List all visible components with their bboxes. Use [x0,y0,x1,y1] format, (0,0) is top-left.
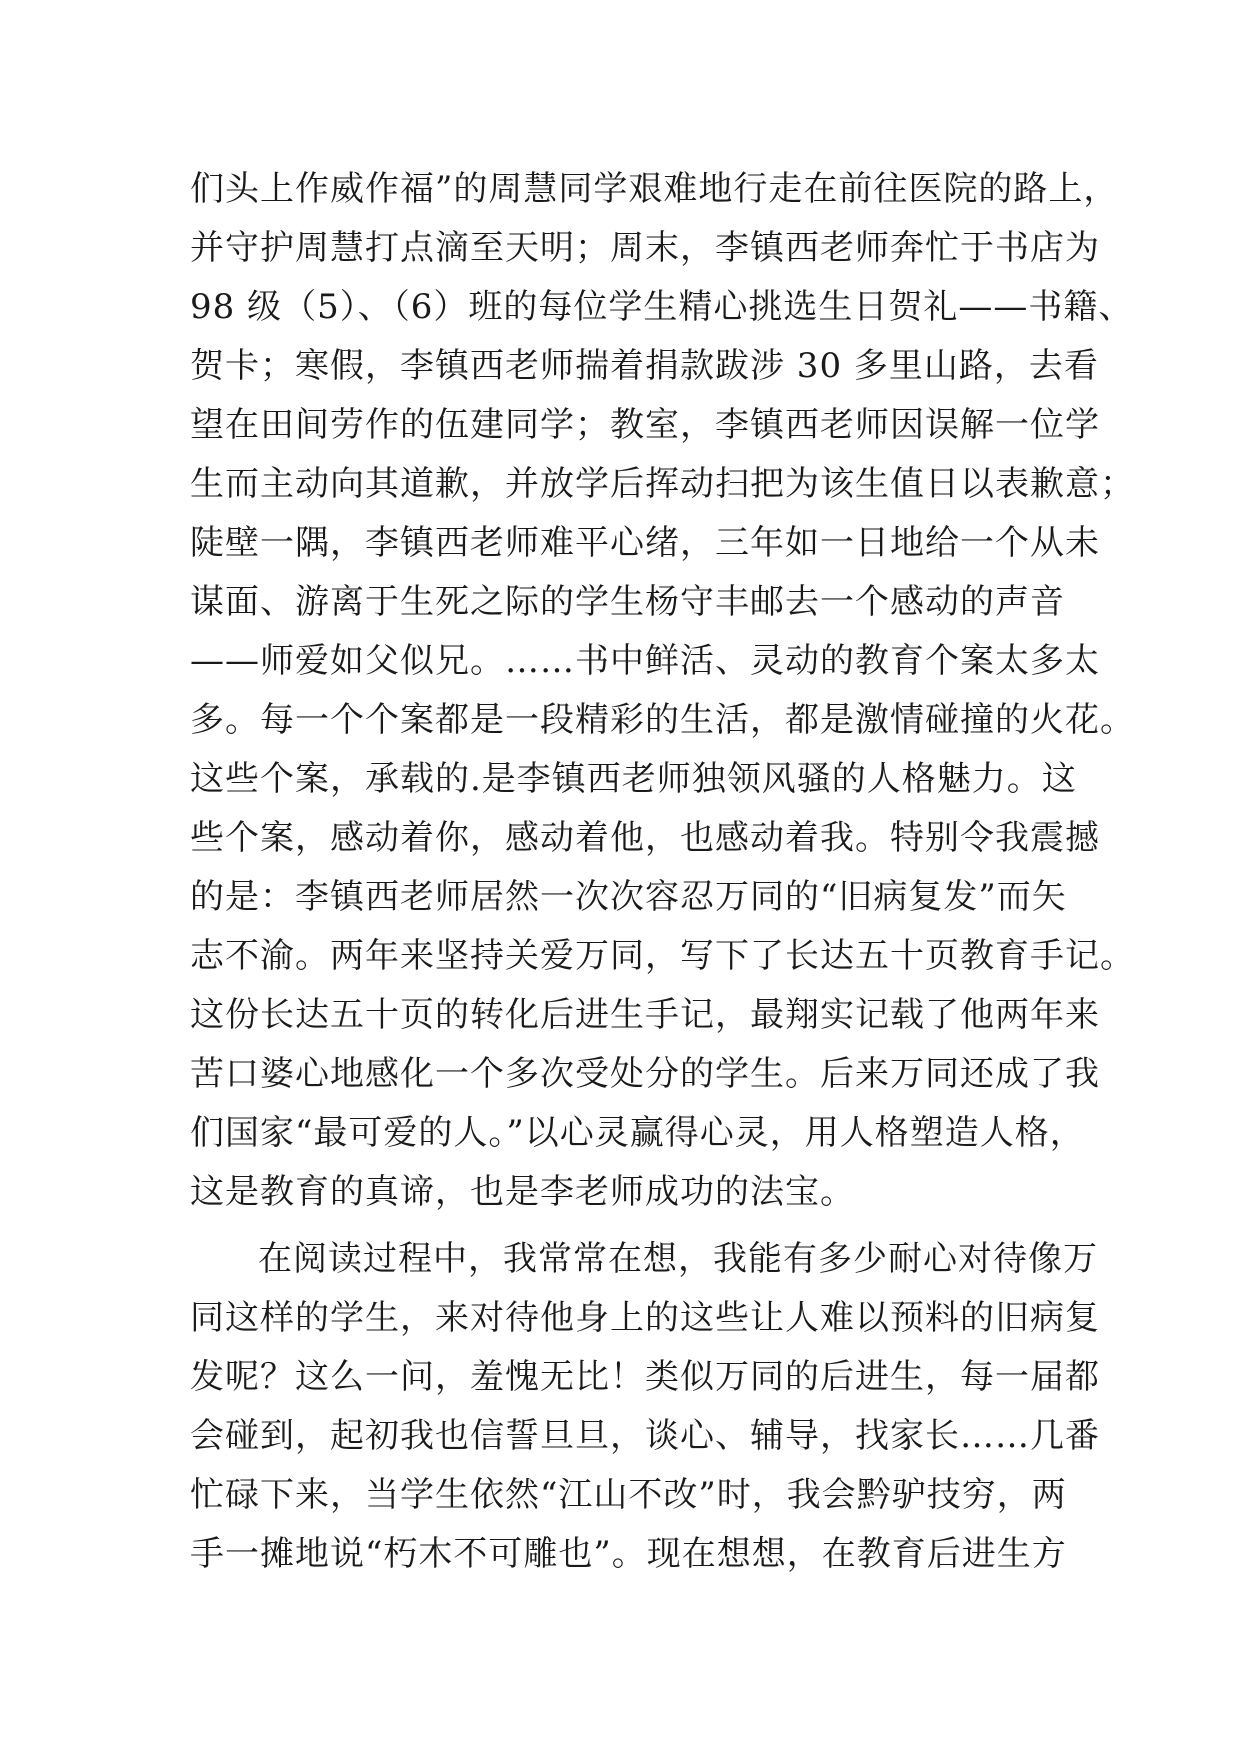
text-line: 生而主动向其道歉，并放学后挥动扫把为该生值日以表歉意； [190,464,1135,504]
body-text [190,160,1135,1584]
text-line: 这些个案，承载的.是李镇西老师独领风骚的人格魅力。这 [190,759,1077,799]
text-line: 在阅读过程中，我常常在想，我能有多少耐心对待像万 [258,1239,1098,1279]
text-line: 谋面、游离于生死之际的学生杨守丰邮去一个感动的声音 [190,582,1065,622]
text-line: 苦口婆心地感化一个多次受处分的学生。后来万同还成了我 [190,1054,1100,1094]
text-line: 望在田间劳作的伍建同学；教室，李镇西老师因误解一位学 [190,405,1100,445]
text-line: 同这样的学生，来对待他身上的这些让人难以预料的旧病复 [190,1298,1100,1338]
text-line: 并守护周慧打点滴至天明；周末，李镇西老师奔忙于书店为 [190,228,1100,268]
text-line: 们头上作威作福”的周慧同学艰难地行走在前往医院的路上， [190,169,1119,209]
text-line: 陡壁一隅，李镇西老师难平心绪，三年如一日地给一个从未 [190,523,1100,563]
text-line: 这份长达五十页的转化后进生手记，最翔实记载了他两年来 [190,995,1100,1035]
text-line: 这是教育的真谛，也是李老师成功的法宝。 [190,1172,855,1212]
text-line: 多。每一个个案都是一段精彩的生活，都是激情碰撞的火花。 [190,700,1135,740]
text-line: 些个案，感动着你，感动着他，也感动着我。特别令我震撼 [190,818,1100,858]
text-line: 98 级（5）、（6）班的每位学生精心挑选生日贺礼——书籍、 [190,287,1134,327]
paragraph-2 [190,1230,1100,1584]
text-line: 会碰到，起初我也信誓旦旦，谈心、辅导，找家长……几番 [190,1416,1100,1456]
text-line: ——师爱如父似兄。……书中鲜活、灵动的教育个案太多太 [190,641,1100,681]
paragraph-1 [190,160,1135,1222]
text-line: 忙碌下来，当学生依然“江山不改”时，我会黔驴技穷，两 [190,1475,1067,1515]
text-line: 贺卡；寒假，李镇西老师揣着捐款跋涉 30 多里山路，去看 [190,346,1099,386]
text-line: 志不渝。两年来坚持关爱万同，写下了长达五十页教育手记。 [190,936,1135,976]
paragraph-spacer [190,1222,1090,1230]
text-line: 发呢？这么一问，羞愧无比！类似万同的后进生，每一届都 [190,1357,1100,1397]
text-line: 的是：李镇西老师居然一次次容忍万同的“旧病复发”而矢 [190,877,1067,917]
text-line: 们国家“最可爱的人。”以心灵赢得心灵，用人格塑造人格， [190,1113,1085,1153]
text-line: 手一摊地说“朽木不可雕也”。现在想想，在教育后进生方 [190,1534,1067,1574]
